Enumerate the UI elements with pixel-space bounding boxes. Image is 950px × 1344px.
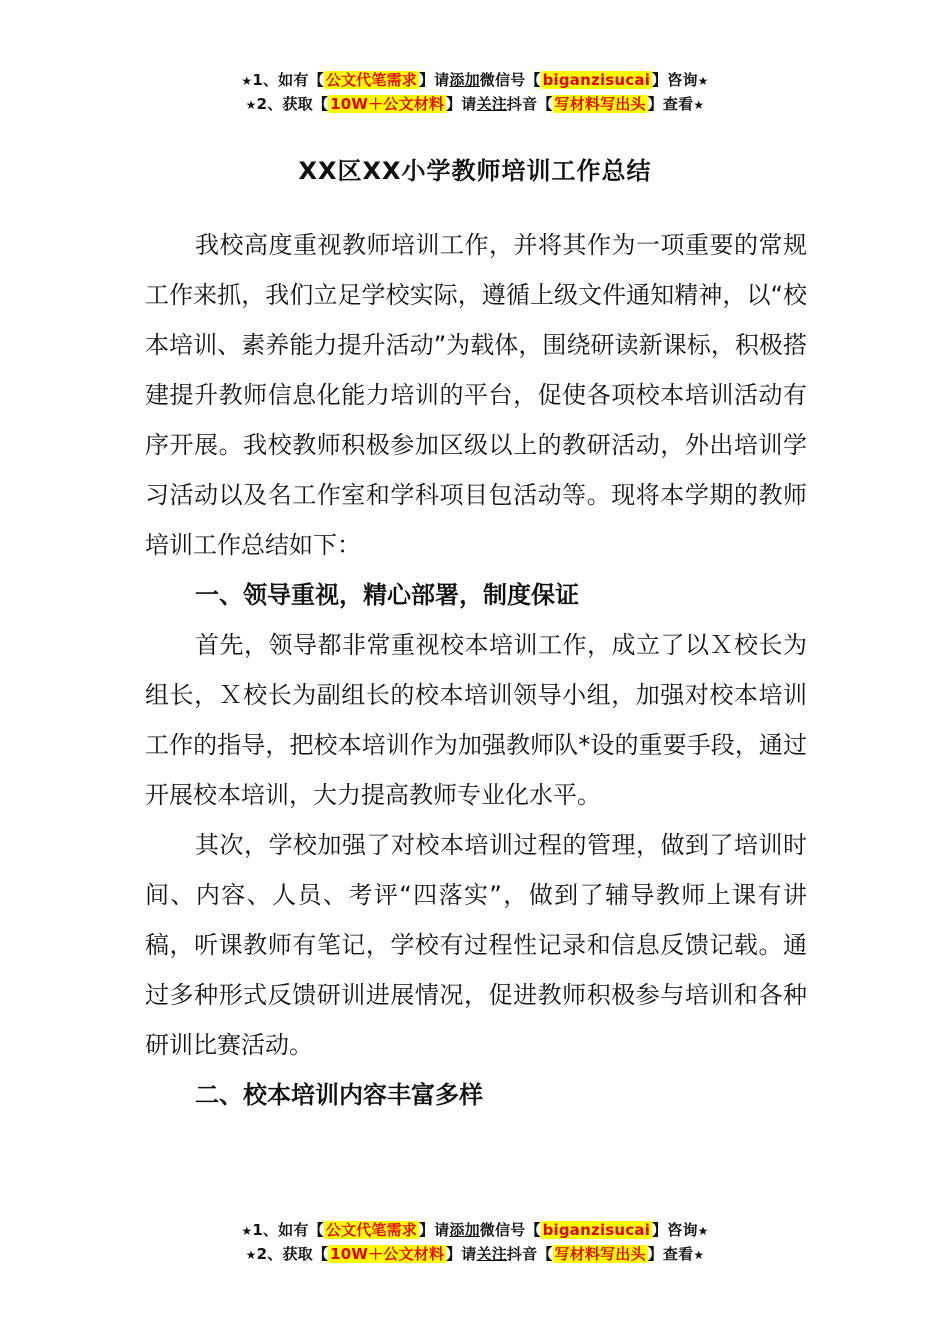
star-icon: ★	[693, 98, 705, 112]
document-title: XX区XX小学教师培训工作总结	[298, 157, 652, 185]
star-icon: ★	[697, 74, 709, 88]
banner-line-1: ★1、如有【 公文代笔需求 】请添加微信号【 biganzisucai 】咨询★	[241, 71, 709, 89]
highlight-douyin: 写材料写出头	[554, 1245, 646, 1263]
star-icon: ★	[693, 1248, 705, 1262]
highlight-materials: 10W＋公文材料	[330, 1245, 445, 1263]
highlight-service: 公文代笔需求	[325, 71, 417, 89]
highlight-service: 公文代笔需求	[325, 1221, 417, 1239]
highlight-wechat-id: biganzisucai	[542, 71, 651, 89]
star-icon: ★	[697, 1224, 709, 1238]
star-icon: ★	[245, 98, 257, 112]
section-2-heading: 二、校本培训内容丰富多样	[195, 1081, 483, 1109]
star-icon: ★	[245, 1248, 257, 1262]
document-body	[145, 220, 807, 1120]
banner-line-2: ★2、获取【 10W＋公文材料 】请关注抖音【 写材料写出头 】查看★	[245, 95, 705, 113]
banner-line-1: ★1、如有【 公文代笔需求 】请添加微信号【 biganzisucai 】咨询★	[241, 1221, 709, 1239]
bottom-banner	[0, 1218, 950, 1266]
top-banner	[0, 68, 950, 116]
section-1-paragraph-1: 首先，领导都非常重视校本培训工作，成立了以Ｘ校长为组长，Ｘ校长为副组长的校本培训领导小组，加强对校本培训工作的指导，把校本培训作为加强教师队*设的重要手段，通过开展校本培训，大力提高教师专业化水平。	[145, 631, 807, 809]
star-icon: ★	[241, 74, 253, 88]
intro-paragraph: 我校高度重视教师培训工作，并将其作为一项重要的常规工作来抓，我们立足学校实际，遵循上级文件通知精神，以“校本培训、素养能力提升活动”为载体，围绕研读新课标，积极搭建提升教师信息化能力培训的平台，促使各项校本培训活动有序开展。我校教师积极参加区级以上的教研活动，外出培训学习活动以及名工作室和学科项目包活动等。现将本学期的教师培训工作总结如下：	[145, 231, 807, 559]
star-icon: ★	[241, 1224, 253, 1238]
section-1-paragraph-2: 其次，学校加强了对校本培训过程的管理，做到了培训时间、内容、人员、考评“四落实”，做到了辅导教师上课有讲稿，听课教师有笔记，学校有过程性记录和信息反馈记载。通过多种形式反馈研训进展情况，促进教师积极参与培训和各种研训比赛活动。	[145, 831, 807, 1059]
highlight-materials: 10W＋公文材料	[330, 95, 445, 113]
banner-line-2: ★2、获取【 10W＋公文材料 】请关注抖音【 写材料写出头 】查看★	[245, 1245, 705, 1263]
highlight-wechat-id: biganzisucai	[542, 1221, 651, 1239]
highlight-douyin: 写材料写出头	[554, 95, 646, 113]
section-1-heading: 一、领导重视，精心部署，制度保证	[195, 581, 579, 609]
